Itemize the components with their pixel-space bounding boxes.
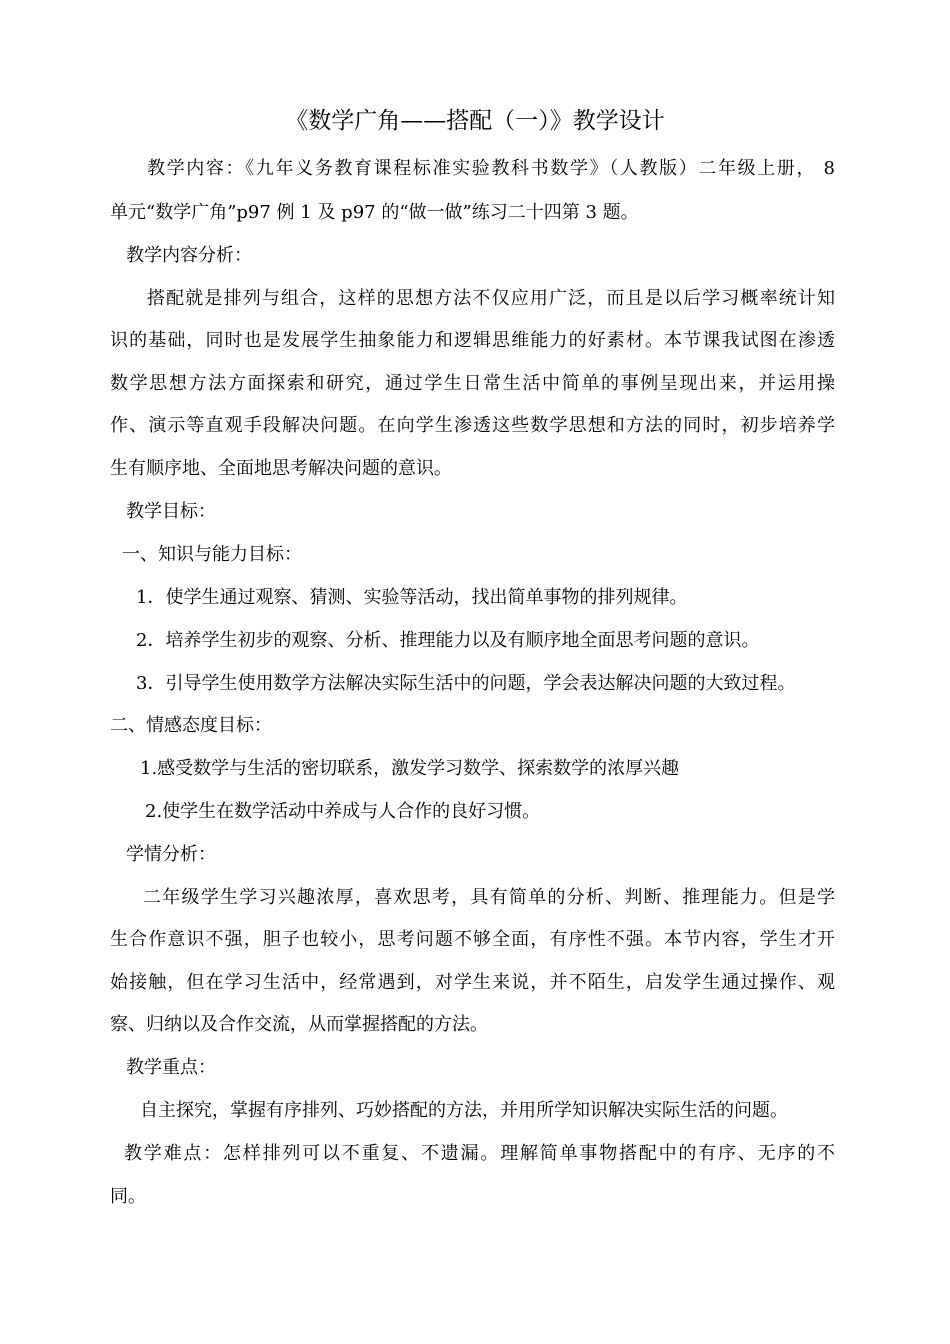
difficulty-line-1: 教学难点：怎样排列可以不重复、不遗漏。理解简单事物搭配中的有序、无序的不 (124, 1143, 835, 1164)
analysis-line: 搭配就是排列与组合，这样的思想方法不仅应用广泛，而且是以后学习概率统计知 (147, 288, 835, 309)
content-line-1: 教学内容：《九年义务教育课程标准实验教科书数学》（人教版）二年级上册， 8 (147, 158, 835, 179)
goal1-item: 2．培养学生初步的观察、分析、推理能力以及有顺序地全面思考问题的意识。 (136, 630, 760, 651)
analysis-line: 作、演示等直观手段解决问题。在向学生渗透这些数学思想和方法的同时，初步培养学 (110, 415, 835, 436)
students-line: 二年级学生学习兴趣浓厚，喜欢思考，具有简单的分析、判断、推理能力。但是学 (143, 887, 835, 908)
goal2-item: 1.感受数学与生活的密切联系，激发学习数学、探索数学的浓厚兴趣 (140, 758, 680, 779)
goal1-heading: 一、知识与能力目标： (122, 544, 302, 565)
students-heading: 学情分析： (126, 844, 216, 865)
goal1-item: 3．引导学生使用数学方法解决实际生活中的问题，学会表达解决问题的大致过程。 (136, 673, 796, 694)
analysis-line: 生有顺序地、全面地思考解决问题的意识。 (110, 458, 452, 479)
goal2-heading: 二、情感态度目标： (110, 715, 272, 736)
document-title: 《数学广角——搭配（一）》教学设计 (285, 108, 665, 134)
difficulty-line-2: 同。 (110, 1186, 146, 1207)
goal1-item: 1．使学生通过观察、猜测、实验等活动，找出简单事物的排列规律。 (136, 587, 688, 608)
students-line: 察、归纳以及合作交流，从而掌握搭配的方法。 (110, 1014, 488, 1035)
keypoint-heading: 教学重点： (126, 1057, 216, 1078)
analysis-heading: 教学内容分析： (126, 245, 252, 266)
students-line: 生合作意识不强，胆子也较小，思考问题不够全面，有序性不强。本节内容，学生才开 (110, 929, 835, 950)
analysis-line: 数学思想方法方面探索和研究，通过学生日常生活中简单的事例呈现出来，并运用操 (110, 373, 835, 394)
goal2-item: 2.使学生在数学活动中养成与人合作的良好习惯。 (145, 801, 541, 822)
students-line: 始接触，但在学习生活中，经常遇到，对学生来说，并不陌生，启发学生通过操作、观 (110, 972, 835, 993)
analysis-line: 识的基础，同时也是发展学生抽象能力和逻辑思维能力的好素材。本节课我试图在渗透 (110, 330, 835, 351)
keypoint-text: 自主探究，掌握有序排列、巧妙搭配的方法，并用所学知识解决实际生活的问题。 (140, 1100, 788, 1121)
content-line-2: 单元“数学广角”p97 例 1 及 p97 的“做一做”练习二十四第 3 题。 (110, 202, 639, 223)
goals-heading: 教学目标： (126, 501, 216, 522)
